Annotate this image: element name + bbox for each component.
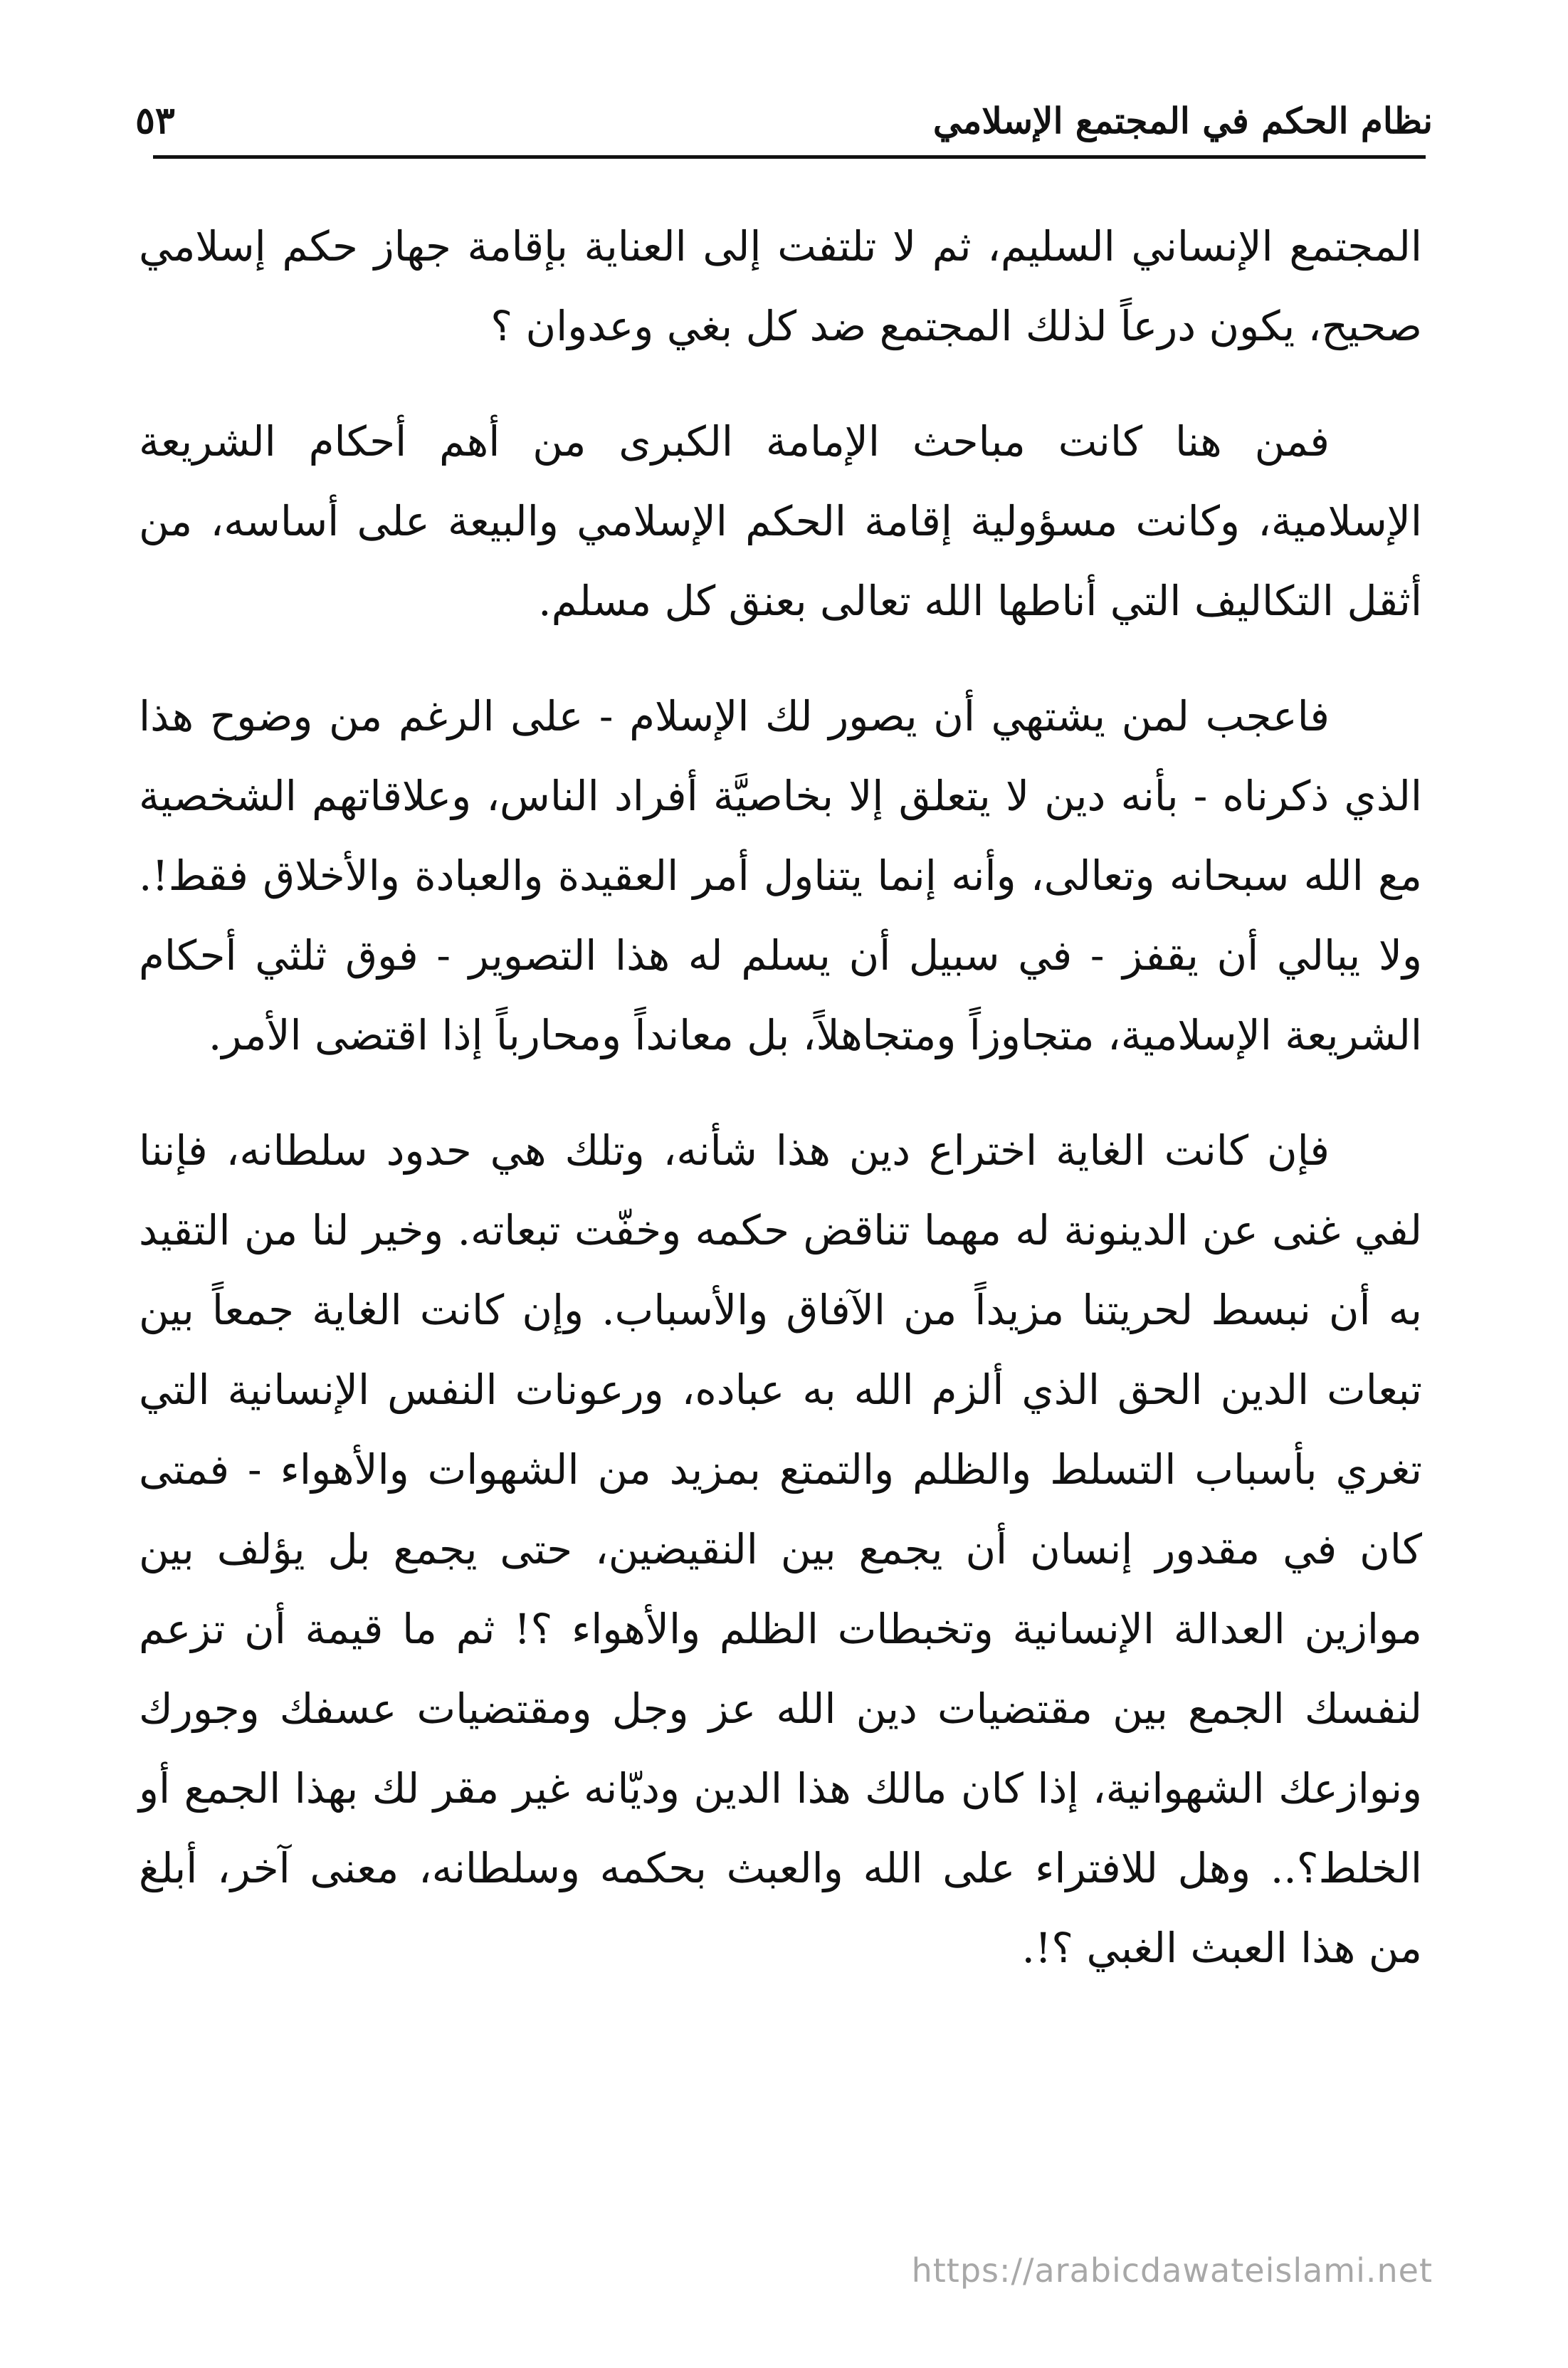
paragraph-2: فمن هنا كانت مباحث الإمامة الكبرى من أهم أحكام الشريعة الإسلامية، وكانت مسؤولية إقامة الحكم الإسلامي والبيعة على أساسه، من أثقل التكاليف التي أناطها الله تعالى بعنق كل مسلم.: [139, 417, 1422, 625]
header-rule: [153, 155, 1426, 159]
page-header: [121, 93, 1433, 157]
paragraph-3: فاعجب لمن يشتهي أن يصور لك الإسلام - على الرغم من وضوح هذا الذي ذكرناه - بأنه دين لا يتعلق إلا بخاصيَّة أفراد الناس، وعلاقاتهم الشخصية مع الله سبحانه وتعالى، وأنه إنما يتناول أمر العقيدة والعبادة والأخلاق فقط!. ولا يبالي أن يقفز - في سبيل أن يسلم له هذا التصوير - فوق ثلثي أحكام الشريعة الإسلامية، متجاوزاً ومتجاهلاً، بل معانداً ومحارباً إذا اقتضى الأمر.: [139, 692, 1422, 1059]
page-number: ٥٣: [135, 99, 175, 142]
body-text: [139, 206, 1422, 2023]
running-title: نظام الحكم في المجتمع الإسلامي: [932, 100, 1433, 142]
paragraph-4: فإن كانت الغاية اختراع دين هذا شأنه، وتلك هي حدود سلطانه، فإننا لفي غنى عن الدينونة له مهما تناقض حكمه وخفّت تبعاته. وخير لنا من التقيد به أن نبسط لحريتنا مزيداً من الآفاق والأسباب. وإن كانت الغاية جمعاً بين تبعات الدين الحق الذي ألزم الله به عباده، ورعونات النفس الإنسانية التي تغري بأسباب التسلط والظلم والتمتع بمزيد من الشهوات والأهواء - فمتى كان في مقدور إنسان أن يجمع بين النقيضين، حتى يجمع بل يؤلف بين موازين العدالة الإنسانية وتخبطات الظلم والأهواء ؟! ثم ما قيمة أن تزعم لنفسك الجمع بين مقتضيات دين الله عز وجل ومقتضيات عسفك وجورك ونوازعك الشهوانية، إذا كان مالك هذا الدين وديّانه غير مقر لك بهذا الجمع أو الخلط؟.. وهل للافتراء على الله والعبث بحكمه وسلطانه، معنى آخر، أبلغ من هذا العبث الغبي ؟!.: [139, 1126, 1422, 1972]
watermark-url: https://arabicdawateislami.net: [911, 2251, 1433, 2290]
paragraph-1: المجتمع الإنساني السليم، ثم لا تلتفت إلى العناية بإقامة جهاز حكم إسلامي صحيح، يكون درعاً لذلك المجتمع ضد كل بغي وعدوان ؟: [139, 222, 1422, 350]
